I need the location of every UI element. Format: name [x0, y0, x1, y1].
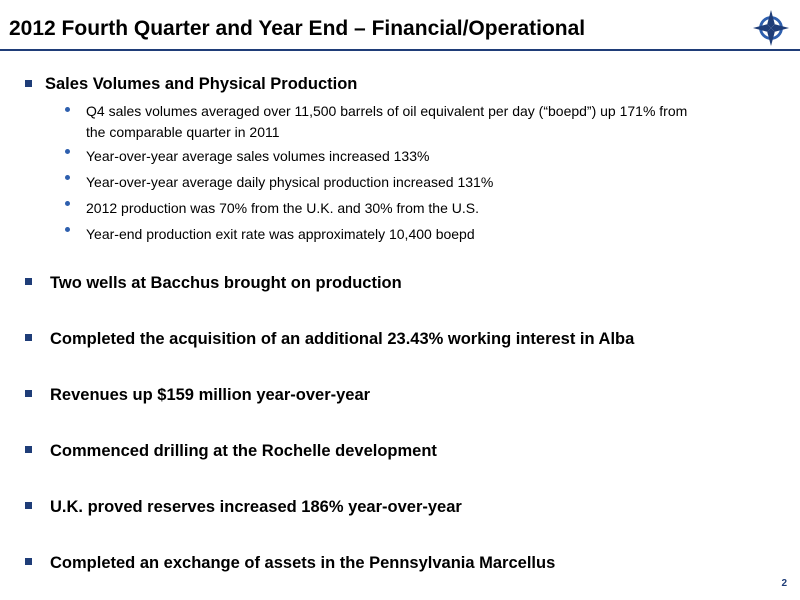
bullet-item: U.K. proved reserves increased 186% year-over-year	[50, 498, 462, 516]
bullet-item: Commenced drilling at the Rochelle development	[50, 442, 437, 460]
sub-bullet-icon	[65, 175, 70, 180]
sub-item: Year-over-year average sales volumes increased 133%	[86, 148, 430, 164]
bullet-square-icon	[25, 80, 32, 87]
sub-item: Year-end production exit rate was approximately 10,400 boepd	[86, 226, 475, 242]
slide-title: 2012 Fourth Quarter and Year End – Financial/Operational	[9, 17, 586, 40]
sub-bullet-icon	[65, 149, 70, 154]
sub-item: 2012 production was 70% from the U.K. and 30% from the U.S.	[86, 200, 479, 216]
compass-star-logo-icon	[752, 9, 790, 47]
sub-item: Q4 sales volumes averaged over 11,500 barrels of oil equivalent per day (“boepd”) up 171% from	[86, 103, 688, 119]
bullet-item: Two wells at Bacchus brought on production	[50, 274, 402, 292]
bullet-square-icon	[25, 502, 32, 509]
sub-bullet-icon	[65, 201, 70, 206]
bullet-item: Revenues up $159 million year-over-year	[50, 386, 371, 404]
bullet-square-icon	[25, 390, 32, 397]
bullet-square-icon	[25, 278, 32, 285]
sub-item: Year-over-year average daily physical production increased 131%	[86, 174, 494, 190]
title-divider	[0, 49, 800, 51]
bullet-square-icon	[25, 558, 32, 565]
sub-item-continuation: the comparable quarter in 2011	[86, 124, 280, 140]
page-number: 2	[781, 578, 787, 589]
bullet-square-icon	[25, 446, 32, 453]
bullet-item: Completed an exchange of assets in the Pennsylvania Marcellus	[50, 554, 556, 572]
sub-bullet-icon	[65, 107, 70, 112]
section-heading: Sales Volumes and Physical Production	[45, 75, 358, 93]
bullet-square-icon	[25, 334, 32, 341]
bullet-item: Completed the acquisition of an additional 23.43% working interest in Alba	[50, 330, 635, 348]
sub-bullet-icon	[65, 227, 70, 232]
